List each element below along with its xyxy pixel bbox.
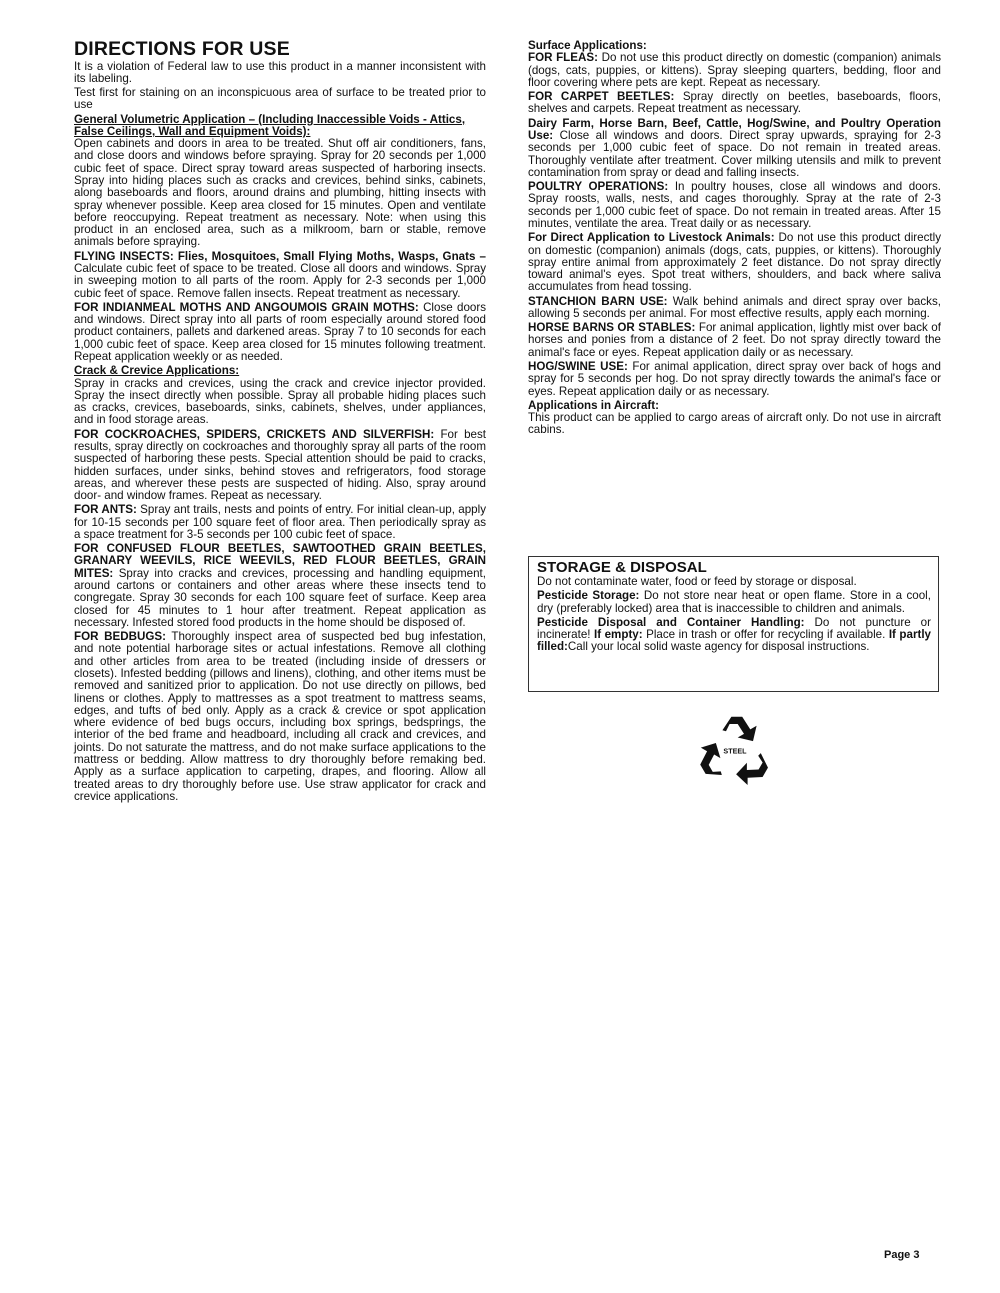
ants-section xyxy=(74,504,486,541)
carpet-beetles-text: Spray directly on beetles, baseboards, floors, shelves and carpets. Repeat treatment as necessary. xyxy=(528,90,941,116)
flying-insects-section xyxy=(74,251,486,300)
flying-insects-label: FLYING INSECTS: Flies, Mosquitoes, Small Flying Moths, Wasps, Gnats – xyxy=(74,249,486,263)
poultry-section xyxy=(528,181,941,230)
poultry-label: POULTRY OPERATIONS: xyxy=(528,180,669,194)
if-empty-label: If empty: xyxy=(594,628,643,642)
flour-beetles-section xyxy=(74,543,486,629)
bedbugs-section xyxy=(74,631,486,803)
pesticide-disposal-label: Pesticide Disposal and Container Handling: xyxy=(537,615,805,629)
page-number: Page 3 xyxy=(884,1249,920,1261)
stanchion-section xyxy=(528,296,941,321)
pesticide-disposal-section xyxy=(537,617,931,654)
intro-paragraph: It is a violation of Federal law to use this product in a manner inconsistent with its labeling. xyxy=(74,59,486,85)
livestock-text: Do not use this product directly on domestic (companion) animals (dogs, cats, puppies, or kittens). Thoroughly spray entire animal from approximately 2 feet distance. Do not spray directly toward animal's eyes. Spot treat withers, shoulders, and back where saliva accumulates from head tossing. xyxy=(528,231,942,294)
flour-beetles-label: FOR CONFUSED FLOUR BEETLES, SAWTOOTHED GRAIN BEETLES, GRANARY WEEVILS, RICE WEEVILS, RED FLOUR BEETLES, GRAIN MITES: xyxy=(74,542,486,580)
dairy-farm-section xyxy=(528,118,941,179)
dairy-farm-text: Close all windows and doors. Direct spray upwards, spraying for 2-3 seconds per 1,000 cubic feet of space. Do not remain in treated areas. Thoroughly ventilate after treatment. Cover milking utensils and milk to prevent contamination from spray or dead and falling insects. xyxy=(528,128,941,179)
storage-disposal-box xyxy=(528,556,939,692)
cockroaches-text: For best results, spray directly on cockroaches and thoroughly spray all parts of the room suspected of harboring these pests. Special attention should be paid to cracks, hidden surfaces, under sinks, behind stoves and refrigerators, food storage areas, and wherever these pests are suspected of hiding. Also, spray around door- and window frames. Repeat as necessary. xyxy=(74,427,486,503)
flying-insects-text: Calculate cubic feet of space to be treated. Close all doors and windows. Spray in sweeping motion to all parts of the room. Apply for 2-3 seconds per 1,000 cubic feet of space. Remove fallen insects. Repeat treatment as necessary. xyxy=(74,262,486,300)
pesticide-storage-text: Do not store near heat or open flame. Store in a cool, dry (preferably locked) area that is inaccessible to children and animals. xyxy=(537,589,931,615)
hog-swine-text: For animal application, direct spray over back of hogs and spray for 5 seconds per hog. Do not spray directly towards the animal's face or eyes. Repeat application daily or as necessary. xyxy=(528,360,941,398)
recycle-icon xyxy=(690,706,780,796)
if-partly-filled-label: If partly filled: xyxy=(537,628,931,654)
moths-label: FOR INDIANMEAL MOTHS AND ANGOUMOIS GRAIN MOTHS: xyxy=(74,300,419,314)
crack-crevice-text: Spray in cracks and crevices, using the crack and crevice injector provided. Spray the insect directly when possible. Spray all probable hiding places such as cracks, crevices, baseboards, sinks, cabinets, shelves, under appliances, and in food storage areas. xyxy=(74,376,486,427)
stanchion-label: STANCHION BARN USE: xyxy=(528,294,668,308)
recycle-label: STEEL xyxy=(723,746,747,756)
if-empty-text: Place in trash or offer for recycling if available. xyxy=(646,628,886,642)
surface-applications-heading: Surface Applications: xyxy=(528,39,647,52)
directions-column xyxy=(74,40,486,805)
hog-swine-label: HOG/SWINE USE: xyxy=(528,360,628,374)
bedbugs-label: FOR BEDBUGS: xyxy=(74,630,166,644)
pesticide-disposal-text: Do not puncture or incinerate! xyxy=(537,615,931,642)
crack-crevice-heading: Crack & Crevice Applications: xyxy=(74,364,240,378)
fleas-text: Do not use this product directly on domestic (companion) animals (dogs, cats, puppies, or kittens). Spray sleeping quarters, bedding, floor and floor covering where pets are kept. Repeat as necessary. xyxy=(528,51,941,89)
cockroaches-section xyxy=(74,429,486,503)
storage-intro: Do not contaminate water, food or feed by storage or disposal. xyxy=(537,575,857,588)
storage-disposal-title: STORAGE & DISPOSAL xyxy=(537,559,707,576)
general-volumetric-text: Open cabinets and doors in area to be treated. Shut off air conditioners, fans, and close doors and windows before spraying. Spray for 20 seconds per 1,000 cubic feet of space. Direct spray toward areas suspected of harboring insects. Spray into hiding places such as cracks and crevices, behind sinks, cabinets, along baseboards and floors, around drains and plumbing, hitting insects with spray whenever possible. Keep area closed for 15 minutes. Open and ventilate before reoccupying. Repeat treatment as necessary. Note: when using this product in an enclosed area, such as a milkroom, barn or stable, remove animals before spraying. xyxy=(74,137,486,249)
fleas-label: FOR FLEAS: xyxy=(528,51,598,65)
aircraft-heading: Applications in Aircraft: xyxy=(528,398,659,412)
pesticide-storage-section xyxy=(537,590,931,615)
flour-beetles-text: Spray into cracks and crevices, processing and handling equipment, around cartons or containers and other areas where these insects tend to congregate. Spray 30 seconds for each 100 square feet of surface. Keep area closed for 45 minutes to 1 hour after treatment. Repeat application as necessary. Infested stored food products in the home should be disposed of. xyxy=(74,566,486,629)
if-partly-filled-text: Call your local solid waste agency for disposal instructions. xyxy=(567,640,870,654)
cockroaches-label: FOR COCKROACHES, SPIDERS, CRICKETS AND SILVERFISH: xyxy=(74,427,435,441)
poultry-text: In poultry houses, close all windows and doors. Spray roosts, walls, nests, and cages thoroughly. Spray at the rate of 2-3 seconds per 1,000 cubic feet of space. Do not remain in treated areas. After 15 minutes, ventilate the area. Treat daily or as necessary. xyxy=(528,180,941,230)
general-volumetric-heading: General Volumetric Application – (Including Inaccessible Voids - Attics, False Ceilings, Wall and Equipment Voids): xyxy=(74,112,466,138)
pesticide-storage-label: Pesticide Storage: xyxy=(537,589,640,603)
horse-barns-text: For animal application, lightly mist over back of horses and ponies from a distance of 2 feet. Do not spray directly toward the animal's face or eyes. Repeat application daily or as necessary. xyxy=(528,321,941,359)
fleas-section xyxy=(528,52,941,89)
directions-title: DIRECTIONS FOR USE xyxy=(74,38,290,60)
staining-note: Test first for staining on an inconspicuous area of surface to be treated prior to use xyxy=(74,86,486,112)
carpet-beetles-section xyxy=(528,91,941,116)
hog-swine-section xyxy=(528,361,941,398)
ants-label: FOR ANTS: xyxy=(74,503,137,517)
carpet-beetles-label: FOR CARPET BEETLES: xyxy=(528,90,675,104)
surface-column xyxy=(528,40,941,439)
horse-barns-label: HORSE BARNS OR STABLES: xyxy=(528,321,696,335)
dairy-farm-label: Dairy Farm, Horse Barn, Beef, Cattle, Hog/Swine, and Poultry Operation Use: xyxy=(528,116,941,142)
bedbugs-text: Thoroughly inspect area of suspected bed bug infestation, and note potential harborage sites or actual infestations. Remove all clothing and other articles from area to be treated (including inside of dressers or closets). Infested bedding (pillows and linens), clothing, and other items must be removed and sanitized prior to application. Do not use directly on pillows, bed linens or clothes. Apply to mattresses as a spot treatment to mattress seams, edges, and tufts of bed only. Apply as a crack & crevice or spot application where evidence of bed bugs occurs, including box springs, bedsprings, the interior of the bed frame and headboard, including all crack and crevices, and joints. Do not saturate the mattress, and do not make surface applications to the mattress or bedding. Allow mattress to dry thoroughly before remaking bed. Apply as a surface application to carpeting, drapes, and flooring. Allow all treated areas to dry thoroughly before use. Use straw applicator for crack and crevice applications. xyxy=(74,630,486,803)
moths-section xyxy=(74,302,486,363)
ants-text: Spray ant trails, nests and points of entry. For initial clean-up, apply for 10-15 seconds per 100 square feet of floor area. Then periodically spray as a space treatment for 3-5 seconds per 100 cubic feet of space. xyxy=(74,503,486,541)
stanchion-text: Walk behind animals and direct spray over backs, allowing 5 seconds per animal. For most effective results, apply each morning. xyxy=(528,294,941,320)
aircraft-text: This product can be applied to cargo areas of aircraft only. Do not use in aircraft cabins. xyxy=(528,411,941,437)
livestock-section xyxy=(528,232,941,293)
horse-barns-section xyxy=(528,322,941,359)
livestock-label: For Direct Application to Livestock Animals: xyxy=(528,231,775,245)
moths-text: Close doors and windows. Direct spray into all parts of room especially around stored food product containers, pallets and darkened areas. Spray 7 to 10 seconds for each 1,000 cubic feet of space. Keep area closed for 15 minutes following treatment. Repeat application weekly or as needed. xyxy=(74,300,486,363)
